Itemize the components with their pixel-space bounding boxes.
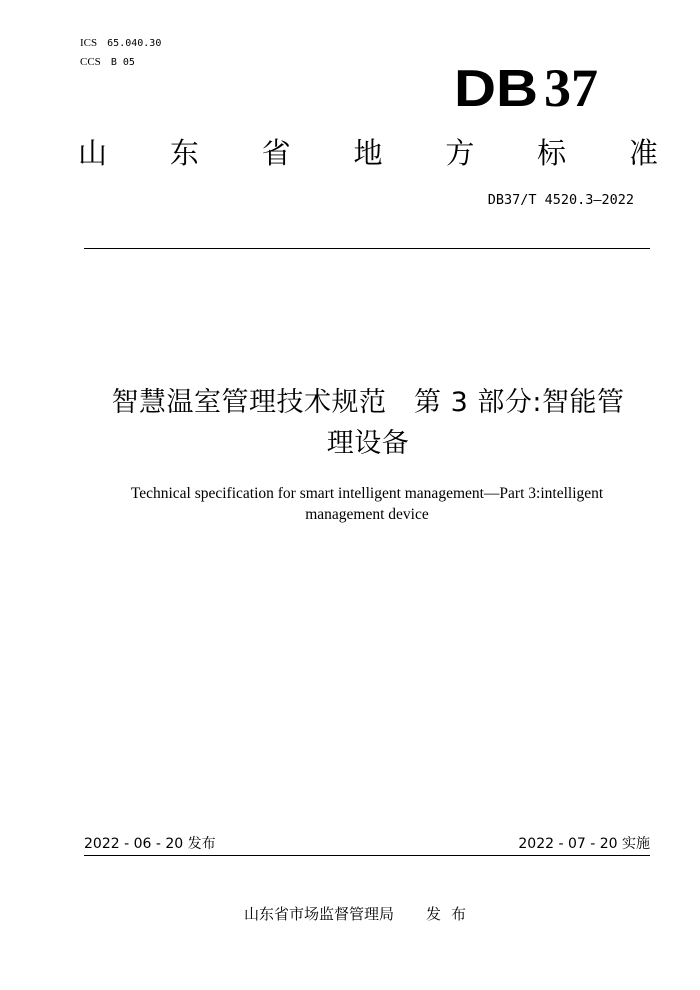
english-title-line-1: Technical specification for smart intelligent management—Part 3:intelligent <box>130 485 604 502</box>
standard-type-char: 准 <box>628 136 658 170</box>
standard-type-char: 山 <box>78 136 108 170</box>
standard-type-char: 方 <box>445 136 475 170</box>
issue-date: 2022 - 06 - 20 发布 <box>84 836 216 852</box>
publisher-issued: 发布 <box>426 905 477 923</box>
ics-value: 65.040.30 <box>107 38 162 49</box>
bottom-divider <box>84 855 650 856</box>
ccs-code <box>80 53 161 72</box>
ics-label: ICS <box>80 37 98 49</box>
logo-prefix: DB <box>453 60 538 118</box>
db37-logo <box>453 58 598 118</box>
top-divider <box>84 248 650 249</box>
chinese-title-line-2: 理设备 <box>326 428 410 459</box>
standard-type-char: 东 <box>169 136 199 170</box>
implementation-date: 2022 - 07 - 20 实施 <box>518 836 650 852</box>
publisher-name: 山东省市场监督管理局 <box>243 905 394 923</box>
standard-type-char: 标 <box>537 136 567 170</box>
ccs-label: CCS <box>80 56 101 68</box>
classification-codes <box>80 34 161 72</box>
standard-type-char: 地 <box>353 136 383 170</box>
publisher-line <box>0 903 700 925</box>
english-title <box>90 483 644 525</box>
standard-type-char: 省 <box>261 136 291 170</box>
standard-number: DB37/T 4520.3—2022 <box>487 192 634 208</box>
ccs-value: B 05 <box>110 57 135 68</box>
standard-type-heading <box>78 136 658 170</box>
chinese-title-line-1: 智慧温室管理技术规范 第 3 部分:智能管 <box>111 387 625 418</box>
chinese-title <box>80 382 656 464</box>
english-title-line-2: management device <box>305 506 429 523</box>
logo-number: 37 <box>544 58 598 118</box>
ics-code <box>80 34 161 53</box>
